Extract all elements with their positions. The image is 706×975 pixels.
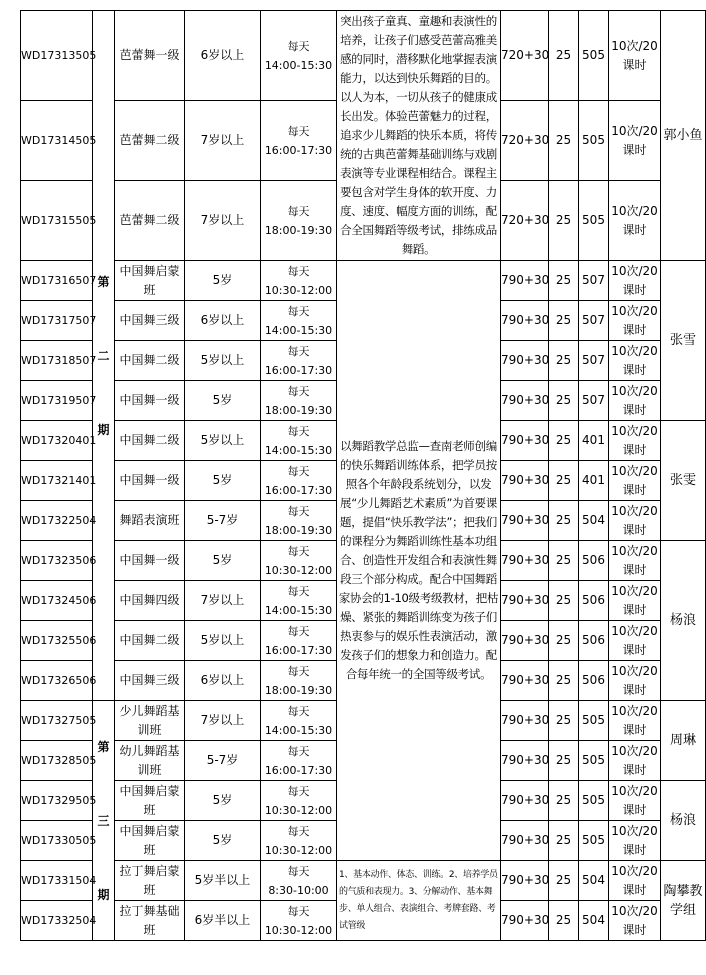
- class-hours: 14:00-15:30: [264, 58, 333, 72]
- lesson-count: 10次/20课时: [609, 781, 661, 821]
- course-fee: 790+30: [501, 461, 549, 501]
- period-char: 二: [97, 348, 110, 363]
- class-hours: 10:30-12:00: [264, 803, 333, 817]
- class-time: [261, 661, 337, 701]
- class-day: 每天: [287, 904, 310, 918]
- class-size: 25: [549, 381, 579, 421]
- class-size: 25: [549, 301, 579, 341]
- lesson-count: 10次/20课时: [609, 741, 661, 781]
- course-fee: 790+30: [501, 301, 549, 341]
- lesson-count: 10次/20课时: [609, 301, 661, 341]
- class-hours: 10:30-12:00: [264, 843, 333, 857]
- class-hours: 18:00-19:30: [264, 683, 333, 697]
- course-name: 中国舞启蒙班: [115, 781, 185, 821]
- class-day: 每天: [287, 864, 310, 878]
- course-fee: 790+30: [501, 541, 549, 581]
- class-day: 每天: [287, 544, 310, 558]
- course-fee: 790+30: [501, 621, 549, 661]
- class-hours: 16:00-17:30: [264, 143, 333, 157]
- class-size: 25: [549, 661, 579, 701]
- class-time: [261, 581, 337, 621]
- class-day: 每天: [287, 304, 310, 318]
- class-time: [261, 461, 337, 501]
- class-size: 25: [549, 461, 579, 501]
- table-row: [21, 11, 706, 101]
- class-day: 每天: [287, 664, 310, 678]
- class-hours: 14:00-15:30: [264, 323, 333, 337]
- age-requirement: 6岁半以上: [185, 901, 261, 941]
- room-number: 401: [579, 421, 609, 461]
- course-name: 中国舞四级: [115, 581, 185, 621]
- age-requirement: 6岁以上: [185, 661, 261, 701]
- course-fee: 790+30: [501, 381, 549, 421]
- room-number: 506: [579, 621, 609, 661]
- course-code: WD17323506: [21, 541, 93, 581]
- age-requirement: 7岁以上: [185, 701, 261, 741]
- course-code: WD17316507: [21, 261, 93, 301]
- age-requirement: 6岁以上: [185, 301, 261, 341]
- class-size: 25: [549, 701, 579, 741]
- course-name: 少儿舞蹈基训班: [115, 701, 185, 741]
- course-code: WD17324506: [21, 581, 93, 621]
- room-number: 505: [579, 11, 609, 101]
- class-day: 每天: [287, 824, 310, 838]
- period-label: [93, 701, 115, 941]
- course-name: 中国舞三级: [115, 301, 185, 341]
- age-requirement: 5-7岁: [185, 741, 261, 781]
- course-name: 中国舞二级: [115, 621, 185, 661]
- class-time: [261, 621, 337, 661]
- course-name: 芭蕾舞一级: [115, 11, 185, 101]
- class-size: 25: [549, 861, 579, 901]
- class-day: 每天: [287, 124, 310, 138]
- period-char: 三: [97, 813, 110, 828]
- class-day: 每天: [287, 784, 310, 798]
- room-number: 505: [579, 781, 609, 821]
- age-requirement: 6岁以上: [185, 11, 261, 101]
- class-hours: 10:30-12:00: [264, 563, 333, 577]
- class-time: [261, 11, 337, 101]
- age-requirement: 5岁: [185, 461, 261, 501]
- course-code: WD17317507: [21, 301, 93, 341]
- class-size: 25: [549, 341, 579, 381]
- age-requirement: 5岁以上: [185, 421, 261, 461]
- course-description: 以舞蹈教学总监—查南老师创编的快乐舞蹈训练体系，把学员按照各个年龄段系统划分，以发展“少儿舞蹈艺术素质”为首要课题，提倡“快乐教学法”；把我们的课程分为舞蹈训练性基本功组合、创造性开发组合和表演性舞段三个部分构成。配合中国舞蹈家协会的1-10级考级教材，把枯燥、紧张的舞蹈训练变为孩子们热衷参与的娱乐性表演活动，激发孩子们的想象力和创造力。配合每年统一的全国等级考试。: [337, 261, 501, 861]
- lesson-count: 10次/20课时: [609, 661, 661, 701]
- course-code: WD17329505: [21, 781, 93, 821]
- course-fee: 790+30: [501, 661, 549, 701]
- course-name: 中国舞启蒙班: [115, 821, 185, 861]
- age-requirement: 5岁: [185, 541, 261, 581]
- course-code: WD17315505: [21, 181, 93, 261]
- course-fee: 790+30: [501, 581, 549, 621]
- age-requirement: 5-7岁: [185, 501, 261, 541]
- lesson-count: 10次/20课时: [609, 901, 661, 941]
- age-requirement: 5岁半以上: [185, 861, 261, 901]
- class-size: 25: [549, 781, 579, 821]
- class-time: [261, 821, 337, 861]
- course-code: WD17319507: [21, 381, 93, 421]
- class-day: 每天: [287, 704, 310, 718]
- lesson-count: 10次/20课时: [609, 861, 661, 901]
- room-number: 506: [579, 541, 609, 581]
- class-day: 每天: [287, 204, 310, 218]
- class-day: 每天: [287, 624, 310, 638]
- course-description: 突出孩子童真、童趣和表演性的培养，让孩子们感受芭蕾高雅美感的同时，潜移默化地掌握表演能力，以达到快乐舞蹈的目的。以人为本，一切从孩子的健康成长出发。体验芭蕾魅力的过程，追求少儿舞蹈的快乐本质，将传统的古典芭蕾舞基础训练与戏剧表演等专业课程相结合。课程主要包含对学生身体的软开度、力度、速度、幅度方面的训练，配合全国舞蹈等级考试，排练成品舞蹈。: [337, 11, 501, 261]
- class-hours: 8:30-10:00: [268, 883, 329, 897]
- class-day: 每天: [287, 744, 310, 758]
- age-requirement: 5岁: [185, 821, 261, 861]
- course-name: 中国舞启蒙班: [115, 261, 185, 301]
- teacher-name: 张雯: [661, 421, 706, 541]
- course-schedule-table: [20, 10, 706, 941]
- room-number: 506: [579, 661, 609, 701]
- course-code: WD17320401: [21, 421, 93, 461]
- course-fee: 720+30: [501, 181, 549, 261]
- class-time: [261, 341, 337, 381]
- age-requirement: 7岁以上: [185, 581, 261, 621]
- course-name: 中国舞二级: [115, 421, 185, 461]
- course-name: 拉丁舞基础班: [115, 901, 185, 941]
- course-name: 中国舞一级: [115, 541, 185, 581]
- room-number: 504: [579, 861, 609, 901]
- table-row: [21, 261, 706, 301]
- class-hours: 16:00-17:30: [264, 763, 333, 777]
- class-size: 25: [549, 741, 579, 781]
- class-time: [261, 501, 337, 541]
- class-time: [261, 301, 337, 341]
- class-hours: 16:00-17:30: [264, 483, 333, 497]
- class-day: 每天: [287, 504, 310, 518]
- course-code: WD17318507: [21, 341, 93, 381]
- lesson-count: 10次/20课时: [609, 621, 661, 661]
- class-time: [261, 541, 337, 581]
- course-code: WD17331504: [21, 861, 93, 901]
- course-fee: 720+30: [501, 101, 549, 181]
- class-time: [261, 861, 337, 901]
- class-hours: 16:00-17:30: [264, 643, 333, 657]
- class-size: 25: [549, 541, 579, 581]
- room-number: 504: [579, 901, 609, 941]
- class-hours: 10:30-12:00: [264, 283, 333, 297]
- lesson-count: 10次/20课时: [609, 501, 661, 541]
- course-fee: 790+30: [501, 261, 549, 301]
- room-number: 401: [579, 461, 609, 501]
- age-requirement: 5岁以上: [185, 341, 261, 381]
- age-requirement: 7岁以上: [185, 181, 261, 261]
- course-code: WD17330505: [21, 821, 93, 861]
- course-fee: 790+30: [501, 421, 549, 461]
- course-fee: 790+30: [501, 901, 549, 941]
- room-number: 505: [579, 741, 609, 781]
- age-requirement: 5岁以上: [185, 621, 261, 661]
- age-requirement: 7岁以上: [185, 101, 261, 181]
- period-char: 第: [97, 739, 110, 754]
- course-code: WD17332504: [21, 901, 93, 941]
- room-number: 505: [579, 821, 609, 861]
- course-fee: 790+30: [501, 701, 549, 741]
- class-day: 每天: [287, 584, 310, 598]
- course-fee: 790+30: [501, 741, 549, 781]
- period-char: 期: [97, 422, 110, 437]
- class-time: [261, 741, 337, 781]
- class-day: 每天: [287, 384, 310, 398]
- lesson-count: 10次/20课时: [609, 421, 661, 461]
- course-fee: 720+30: [501, 11, 549, 101]
- class-hours: 14:00-15:30: [264, 443, 333, 457]
- class-size: 25: [549, 621, 579, 661]
- course-name: 幼儿舞蹈基训班: [115, 741, 185, 781]
- room-number: 504: [579, 501, 609, 541]
- course-name: 芭蕾舞二级: [115, 101, 185, 181]
- class-hours: 10:30-12:00: [264, 923, 333, 937]
- course-code: WD17326506: [21, 661, 93, 701]
- teacher-name: 郭小鱼: [661, 11, 706, 261]
- course-description: 1、基本动作、体态、训练。2、培养学员的气质和表现力。3、分解动作、基本舞步、单人组合、表演组合、考牌套路、考试管级: [337, 861, 501, 941]
- lesson-count: 10次/20课时: [609, 261, 661, 301]
- course-name: 中国舞三级: [115, 661, 185, 701]
- period-char: 第: [97, 274, 110, 289]
- lesson-count: 10次/20课时: [609, 821, 661, 861]
- course-code: WD17322504: [21, 501, 93, 541]
- lesson-count: 10次/20课时: [609, 181, 661, 261]
- class-hours: 14:00-15:30: [264, 603, 333, 617]
- table-row: [21, 861, 706, 901]
- course-code: WD17328505: [21, 741, 93, 781]
- course-name: 舞蹈表演班: [115, 501, 185, 541]
- class-time: [261, 101, 337, 181]
- room-number: 506: [579, 581, 609, 621]
- class-size: 25: [549, 501, 579, 541]
- room-number: 507: [579, 381, 609, 421]
- class-hours: 16:00-17:30: [264, 363, 333, 377]
- room-number: 505: [579, 701, 609, 741]
- course-fee: 790+30: [501, 781, 549, 821]
- room-number: 505: [579, 181, 609, 261]
- lesson-count: 10次/20课时: [609, 581, 661, 621]
- class-day: 每天: [287, 264, 310, 278]
- class-size: 25: [549, 421, 579, 461]
- room-number: 507: [579, 301, 609, 341]
- class-day: 每天: [287, 424, 310, 438]
- class-day: 每天: [287, 344, 310, 358]
- room-number: 507: [579, 261, 609, 301]
- period-char: 期: [97, 887, 110, 902]
- class-size: 25: [549, 11, 579, 101]
- lesson-count: 10次/20课时: [609, 541, 661, 581]
- lesson-count: 10次/20课时: [609, 381, 661, 421]
- course-name: 中国舞一级: [115, 381, 185, 421]
- room-number: 505: [579, 101, 609, 181]
- class-hours: 18:00-19:30: [264, 223, 333, 237]
- course-code: WD17321401: [21, 461, 93, 501]
- course-name: 拉丁舞启蒙班: [115, 861, 185, 901]
- teacher-name: 张雪: [661, 261, 706, 421]
- class-size: 25: [549, 901, 579, 941]
- class-hours: 18:00-19:30: [264, 523, 333, 537]
- teacher-name: 周琳: [661, 701, 706, 781]
- course-name: 中国舞一级: [115, 461, 185, 501]
- lesson-count: 10次/20课时: [609, 701, 661, 741]
- class-hours: 18:00-19:30: [264, 403, 333, 417]
- lesson-count: 10次/20课时: [609, 461, 661, 501]
- class-time: [261, 181, 337, 261]
- class-time: [261, 901, 337, 941]
- course-name: 中国舞二级: [115, 341, 185, 381]
- course-fee: 790+30: [501, 861, 549, 901]
- age-requirement: 5岁: [185, 261, 261, 301]
- age-requirement: 5岁: [185, 381, 261, 421]
- course-fee: 790+30: [501, 821, 549, 861]
- class-size: 25: [549, 821, 579, 861]
- lesson-count: 10次/20课时: [609, 101, 661, 181]
- course-fee: 790+30: [501, 341, 549, 381]
- teacher-name: 陶攀教学组: [661, 861, 706, 941]
- class-size: 25: [549, 581, 579, 621]
- class-time: [261, 701, 337, 741]
- class-hours: 14:00-15:30: [264, 723, 333, 737]
- age-requirement: 5岁: [185, 781, 261, 821]
- class-day: 每天: [287, 39, 310, 53]
- class-time: [261, 261, 337, 301]
- class-time: [261, 421, 337, 461]
- lesson-count: 10次/20课时: [609, 11, 661, 101]
- course-name: 芭蕾舞二级: [115, 181, 185, 261]
- teacher-name: 杨浪: [661, 541, 706, 701]
- class-day: 每天: [287, 464, 310, 478]
- teacher-name: 杨浪: [661, 781, 706, 861]
- course-fee: 790+30: [501, 501, 549, 541]
- lesson-count: 10次/20课时: [609, 341, 661, 381]
- class-size: 25: [549, 181, 579, 261]
- course-code: WD17313505: [21, 11, 93, 101]
- class-size: 25: [549, 261, 579, 301]
- class-size: 25: [549, 101, 579, 181]
- class-time: [261, 381, 337, 421]
- class-time: [261, 781, 337, 821]
- course-code: WD17327505: [21, 701, 93, 741]
- course-code: WD17325506: [21, 621, 93, 661]
- room-number: 507: [579, 341, 609, 381]
- course-code: WD17314505: [21, 101, 93, 181]
